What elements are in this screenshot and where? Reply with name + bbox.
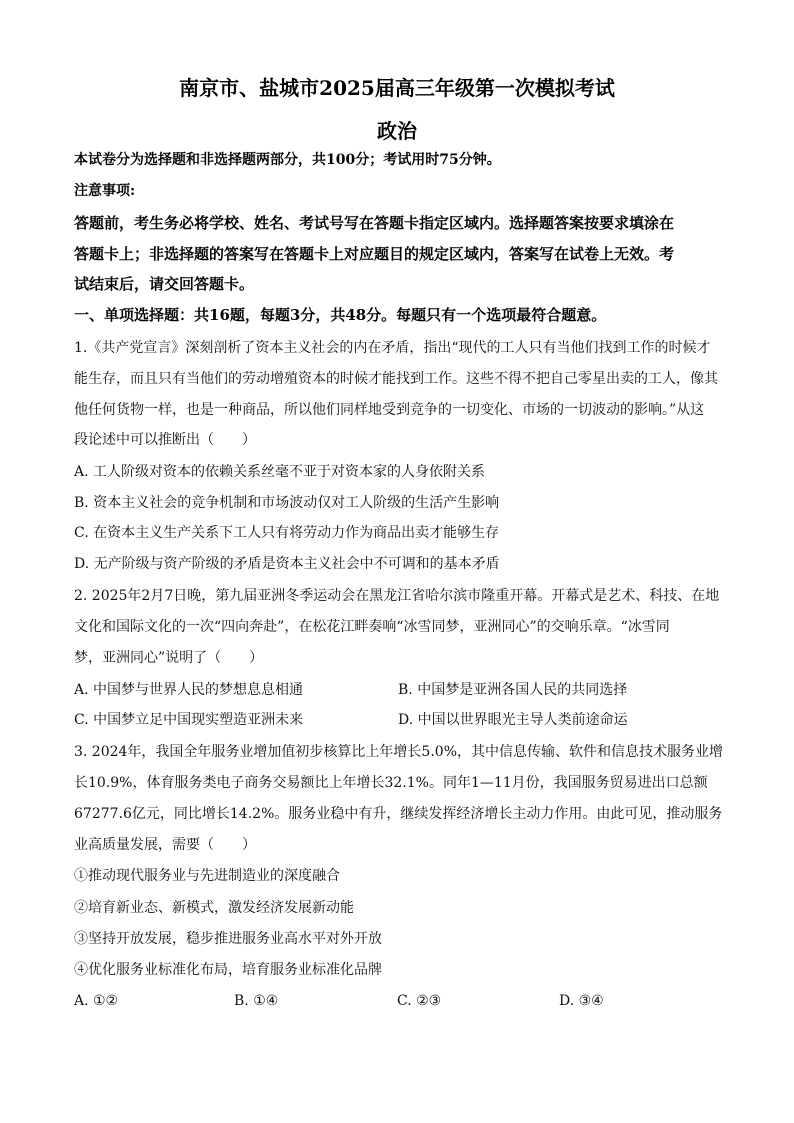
question-3-statement-1: ①推动现代服务业与先进制造业的深度融合 [74, 868, 340, 884]
question-1-stem-line: 段论述中可以推断出（ ） [74, 432, 256, 448]
question-1-stem-line: 1.《共产党宣言》深刻剖析了资本主义社会的内在矛盾，指出“现代的工人只有当他们找到工作的时候才 [74, 340, 711, 356]
question-2-option-b: B. 中国梦是亚洲各国人民的共同选择 [398, 682, 628, 698]
question-2-stem-line: 文化和国际文化的一次“四向奔赴”，在松花江畔奏响“冰雪同梦，亚洲同心”的交响乐章。“冰雪同 [74, 619, 670, 635]
question-1-option-d: D. 无产阶级与资产阶级的矛盾是资本主义社会中不可调和的基本矛盾 [74, 556, 500, 572]
question-3-stem-line: 业高质量发展，需要（ ） [74, 837, 256, 853]
question-2-stem-line: 2. 2025年2月7日晚，第九届亚洲冬季运动会在黑龙江省哈尔滨市隆重开幕。开幕式是艺术、科技、在地 [74, 588, 720, 604]
question-3-option-a: A. ①② [74, 993, 119, 1009]
question-2-option-a: A. 中国梦与世界人民的梦想息息相通 [74, 682, 304, 698]
exam-title: 南京市、盐城市2025届高三年级第一次模拟考试 [179, 76, 615, 100]
question-3-option-c: C. ②③ [397, 993, 442, 1009]
notice-heading: 注意事项: [74, 183, 136, 199]
question-1-stem-line: 他任何货物一样，也是一种商品，所以他们同样地受到竞争的一切变化、市场的一切波动的影响。”从这 [74, 402, 705, 418]
question-1-option-b: B. 资本主义社会的竞争机制和市场波动仅对工人阶级的生活产生影响 [74, 495, 500, 511]
question-3-stem-line: 3. 2024年，我国全年服务业增加值初步核算比上年增长5.0%，其中信息传输、软件和信息技术服务业增 [74, 744, 724, 760]
question-3-stem-line: 长10.9%，体育服务类电子商务交易额比上年增长32.1%。同年1—11月份，我国服务贸易进出口总额 [74, 775, 708, 791]
notice-line: 试结束后，请交回答题卡。 [74, 275, 255, 293]
question-3-option-b: B. ①④ [234, 993, 279, 1009]
question-2-option-c: C. 中国梦立足中国现实塑造亚洲未来 [74, 712, 304, 728]
subject-title: 政治 [377, 119, 417, 143]
question-2-stem-line: 梦，亚洲同心”说明了（ ） [74, 650, 264, 666]
question-3-statement-4: ④优化服务业标准化布局，培育服务业标准化品牌 [74, 962, 382, 978]
notice-line: 答题卡上；非选择题的答案写在答题卡上对应题目的规定区域内，答案写在试卷上无效。考 [74, 245, 675, 263]
question-3-statement-2: ②培育新业态、新模式，激发经济发展新动能 [74, 900, 354, 916]
question-1-option-a: A. 工人阶级对资本的依赖关系丝毫不亚于对资本家的人身依附关系 [74, 464, 486, 480]
exam-info: 本试卷分为选择题和非选择题两部分，共100分；考试用时75分钟。 [74, 152, 501, 168]
question-3-option-d: D. ③④ [559, 993, 604, 1009]
question-1-stem-line: 能生存，而且只有当他们的劳动增殖资本的时候才能找到工作。这些不得不把自己零星出卖的工人，像其 [74, 371, 718, 387]
question-2-option-d: D. 中国以世界眼光主导人类前途命运 [398, 712, 628, 728]
question-1-option-c: C. 在资本主义生产关系下工人只有将劳动力作为商品出卖才能够生存 [74, 525, 500, 541]
question-3-stem-line: 67277.6亿元，同比增长14.2%。服务业稳中有升，继续发挥经济增长主动力作用。由此可见，推动服务 [74, 806, 723, 822]
question-3-statement-3: ③坚持开放发展，稳步推进服务业高水平对外开放 [74, 931, 382, 947]
section-heading: 一、单项选择题：共16题，每题3分，共48分。每题只有一个选项最符合题意。 [74, 306, 607, 324]
notice-line: 答题前，考生务必将学校、姓名、考试号写在答题卡指定区域内。选择题答案按要求填涂在 [74, 214, 675, 232]
